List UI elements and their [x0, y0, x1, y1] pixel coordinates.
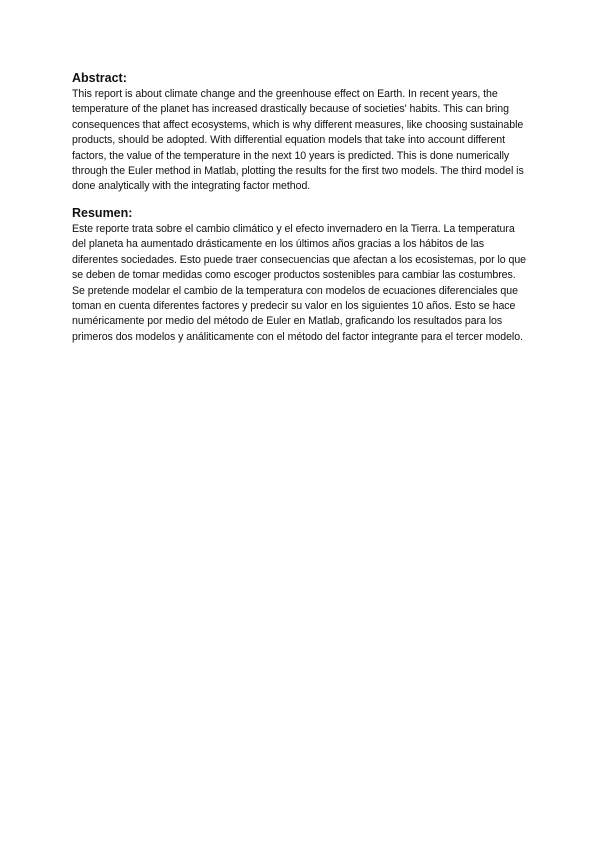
abstract-text: This report is about climate change and the greenhouse effect on Earth. In recent years, the temperature of the planet has increased drastically because of societies' habits. This can bring consequences that affect ecosystems, which is why different measures, like choosing sustainable products, should be adopted. With differential equation models that take into account different factors, the value of the temperature in the next 10 years is predicted. This is done numerically through the Euler method in Matlab, plotting the results for the first two models. The third model is done analytically with the integrating factor method. [72, 88, 524, 193]
resumen-heading: Resumen: [72, 206, 133, 220]
abstract-heading: Abstract: [72, 71, 127, 85]
abstract-section [72, 70, 530, 195]
resumen-text: Este reporte trata sobre el cambio climático y el efecto invernadero en la Tierra. La temperatura del planeta ha aumentado drásticamente en los últimos años gracias a los hábitos de las diferentes sociedades. Esto puede traer consecuencias que afectan a los ecosistemas, por lo que se deben de tomar medidas como escoger productos sostenibles para cambiar las costumbres. Se pretende modelar el cambio de la temperatura con modelos de ecuaciones diferenciales que toman en cuenta diferentes factores y predecir su valor en los siguientes 10 años. Esto se hace numéricamente por medio del método de Euler en Matlab, graficando los resultados para los primeros dos modelos y análiticamente con el método del factor integrante para el tercer modelo. [72, 223, 527, 343]
resumen-section [72, 205, 530, 345]
